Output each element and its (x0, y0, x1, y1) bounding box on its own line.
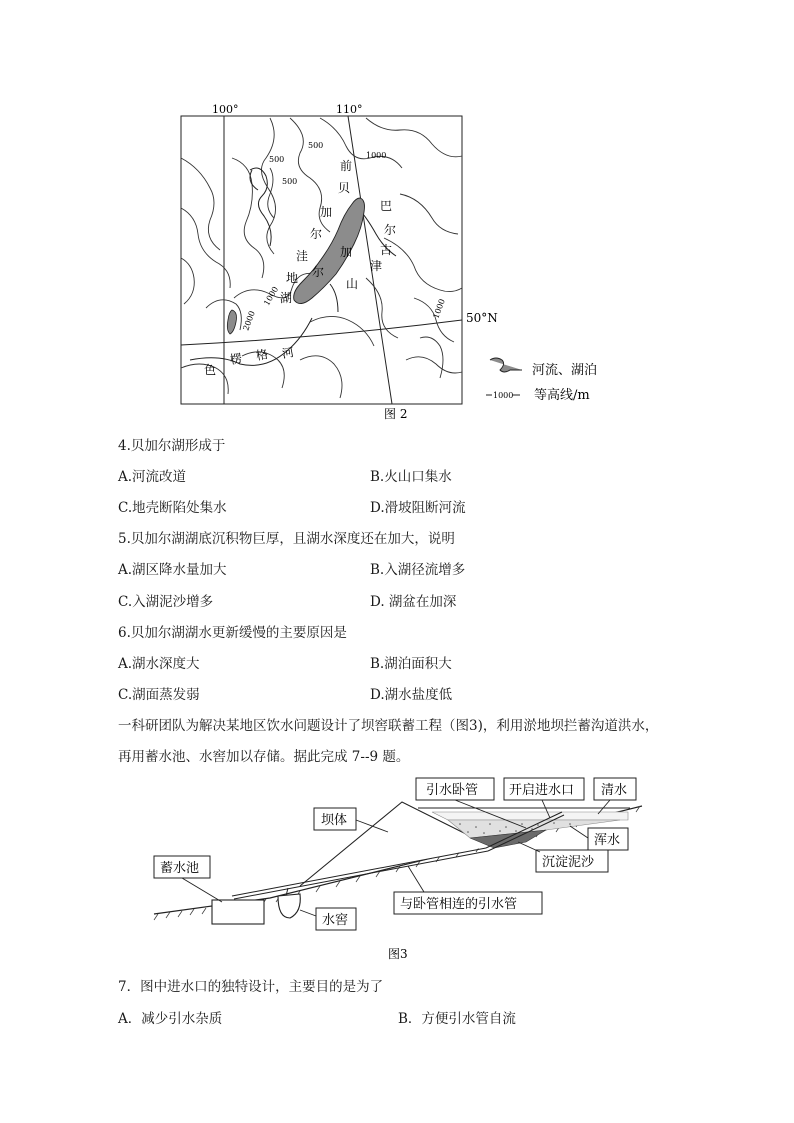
contour-label: 1000 (431, 297, 447, 320)
leader-pipe (408, 866, 424, 892)
q6-stem: 6.贝加尔湖湖水更新缓慢的主要原因是 (118, 625, 347, 641)
legend-river-label: 河流、湖泊 (532, 363, 598, 378)
q4-option-c: C.地壳断陷处集水 (118, 500, 227, 516)
place-char: 津 (370, 259, 383, 273)
place-char: 前 (340, 159, 353, 173)
place-char: 加 (340, 245, 353, 259)
legend-river-icon (490, 358, 522, 372)
label-cellar: 水窖 (322, 913, 349, 928)
contour-label: 500 (308, 141, 324, 150)
storage-pool-shape (212, 900, 264, 924)
place-char: 格 (254, 347, 270, 363)
baikal-map-svg (170, 98, 630, 423)
q5-option-a: A.湖区降水量加大 (118, 562, 227, 578)
lon-label-100: 100° (212, 103, 239, 116)
q6-option-d: D.湖水盐度低 (370, 687, 453, 703)
label-inlet: 开启进水口 (509, 783, 575, 798)
q7-option-a: A．减少引水杂质 (118, 1011, 223, 1027)
q5-option-c: C.入湖泥沙增多 (118, 594, 214, 610)
q5-option-d: D. 湖盆在加深 (370, 594, 457, 610)
place-char: 贝 (338, 181, 351, 195)
q4-option-d: D.滑坡阻断河流 (370, 500, 466, 516)
place-char: 巴 (380, 199, 393, 213)
place-char: 加 (320, 205, 333, 219)
q4-option-a: A.河流改道 (118, 469, 187, 485)
contour-label: 1000 (262, 285, 281, 308)
map-legend (486, 358, 597, 403)
label-wogun: 引水卧管 (426, 783, 479, 798)
q5-option-b: B.入湖径流增多 (370, 562, 466, 578)
leader-sediment (518, 842, 540, 852)
q4-stem: 4.贝加尔湖形成于 (118, 438, 226, 454)
intro-line-2: 再用蓄水池、水窖加以存储。据此完成 7--9 题。 (118, 749, 410, 765)
q7-option-b: B．方便引水管自流 (398, 1011, 516, 1027)
place-names (204, 159, 396, 377)
lon-label-110: 110° (336, 103, 363, 116)
label-dam: 坝体 (321, 813, 348, 828)
place-char: 洼 (296, 249, 309, 263)
contour-label: 2000 (241, 309, 257, 332)
dam-diagram-svg (150, 772, 650, 966)
place-char: 地 (286, 271, 299, 285)
place-char: 古 (380, 243, 393, 257)
place-char: 河 (280, 345, 296, 361)
figure-3-diagram (150, 772, 650, 966)
figure-2-caption: 图 2 (384, 407, 408, 421)
place-char: 色 (204, 363, 217, 377)
place-char: 尔 (312, 265, 325, 279)
label-sediment: 沉淀泥沙 (542, 855, 595, 870)
rivers (190, 168, 396, 365)
place-char: 山 (346, 277, 359, 291)
contour-label: 1000 (366, 151, 387, 160)
label-clear: 清水 (601, 783, 628, 798)
leader-muddy (570, 826, 588, 838)
leader-pool (182, 878, 222, 902)
q6-option-c: C.湖面蒸发弱 (118, 687, 200, 703)
q7-stem: 7．图中进水口的独特设计，主要目的是为了 (118, 979, 384, 995)
q5-stem: 5.贝加尔湖湖底沉积物巨厚，且湖水深度还在加大，说明 (118, 531, 455, 547)
q6-option-a: A.湖水深度大 (118, 656, 200, 672)
contour-label: 500 (282, 177, 298, 186)
q6-option-b: B.湖泊面积大 (370, 656, 452, 672)
water-cellar-shape (278, 894, 300, 918)
intro-line-1: 一科研团队为解决某地区饮水问题设计了坝窖联蓄工程（图3)，利用淤地坝拦蓄沟道洪水， (118, 718, 659, 734)
label-muddy: 浑水 (594, 833, 621, 848)
figure-3-caption: 图3 (388, 947, 408, 961)
place-char: 楞 (228, 351, 244, 367)
leader-cellar (300, 910, 316, 916)
lat-label-50n: 50°N (466, 311, 498, 325)
place-char: 尔 (384, 223, 397, 237)
small-lake (227, 310, 236, 334)
parallel-50n (181, 320, 462, 345)
legend-contour-label: 等高线/m (534, 388, 590, 403)
label-pipe: 与卧管相连的引水管 (400, 897, 518, 912)
label-pool: 蓄水池 (160, 861, 200, 876)
place-char: 尔 (310, 227, 323, 241)
contour-label: 500 (269, 155, 285, 164)
q4-option-b: B.火山口集水 (370, 469, 452, 485)
legend-contour-sample: 1000 (493, 391, 514, 400)
figure-2-map (170, 98, 630, 423)
place-char: 湖 (280, 291, 293, 305)
